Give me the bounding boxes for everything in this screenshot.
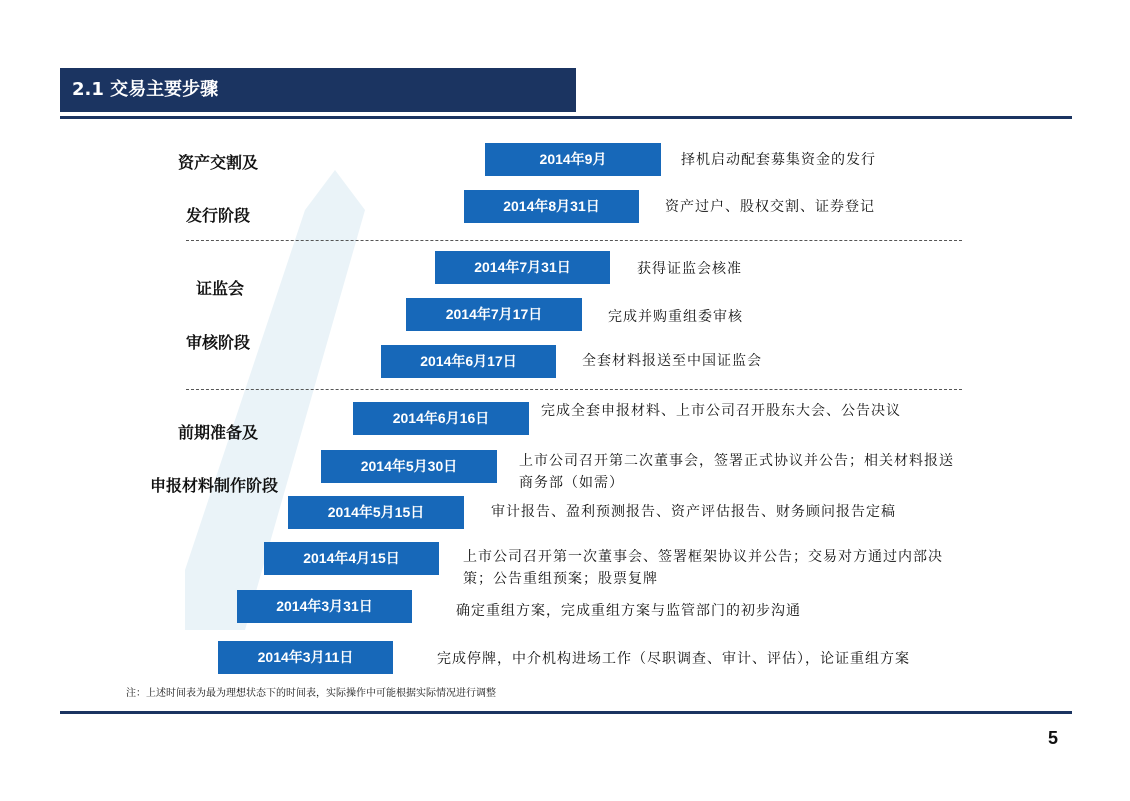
date-box: 2014年3月11日: [218, 641, 393, 674]
date-box: 2014年3月31日: [237, 590, 412, 623]
date-box: 2014年9月: [485, 143, 661, 176]
section-title: 2.1 交易主要步骤: [72, 79, 219, 100]
phase-review-line2: 审核阶段: [186, 333, 251, 352]
step-description: 审计报告、盈利预测报告、资产评估报告、财务顾问报告定稿: [491, 504, 896, 520]
step-description: 确定重组方案，完成重组方案与监管部门的初步沟通: [456, 603, 801, 619]
date-box: 2014年5月30日: [321, 450, 497, 483]
phase-issuance-line1: 资产交割及: [178, 153, 259, 172]
footnote: 注：上述时间表为最为理想状态下的时间表，实际操作中可能根据实际情况进行调整: [126, 688, 496, 699]
date-box: 2014年6月16日: [353, 402, 529, 435]
phase-prep-line1: 前期准备及: [178, 423, 259, 442]
date-box: 2014年7月31日: [435, 251, 610, 284]
date-box: 2014年6月17日: [381, 345, 556, 378]
step-description: 择机启动配套募集资金的发行: [681, 152, 876, 168]
date-box: 2014年5月15日: [288, 496, 464, 529]
date-box: 2014年7月17日: [406, 298, 582, 331]
phase-issuance-line2: 发行阶段: [186, 206, 251, 225]
step-description: 上市公司召开第一次董事会、签署框架协议并公告；交易对方通过内部决策；公告重组预案；股票复牌: [463, 549, 943, 587]
phase-prep-line2: 申报材料制作阶段: [150, 476, 279, 495]
phase-divider: [186, 240, 962, 241]
step-description: 上市公司召开第二次董事会，签署正式协议并公告；相关材料报送商务部（如需）: [519, 453, 954, 491]
step-description: 完成全套申报材料、上市公司召开股东大会、公告决议: [541, 403, 901, 419]
phase-review-line1: 证监会: [196, 279, 245, 298]
step-description: 完成停牌，中介机构进场工作（尽职调查、审计、评估），论证重组方案: [437, 651, 910, 667]
step-description: 全套材料报送至中国证监会: [582, 353, 762, 369]
step-description: 完成并购重组委审核: [608, 309, 743, 325]
step-description: 获得证监会核准: [637, 261, 742, 277]
date-box: 2014年8月31日: [464, 190, 639, 223]
top-rule: [60, 116, 1072, 119]
step-description: 资产过户、股权交割、证券登记: [665, 199, 875, 215]
date-box: 2014年4月15日: [264, 542, 439, 575]
phase-divider: [186, 389, 962, 390]
bottom-rule: [60, 711, 1072, 714]
page-number: 5: [1048, 728, 1059, 748]
